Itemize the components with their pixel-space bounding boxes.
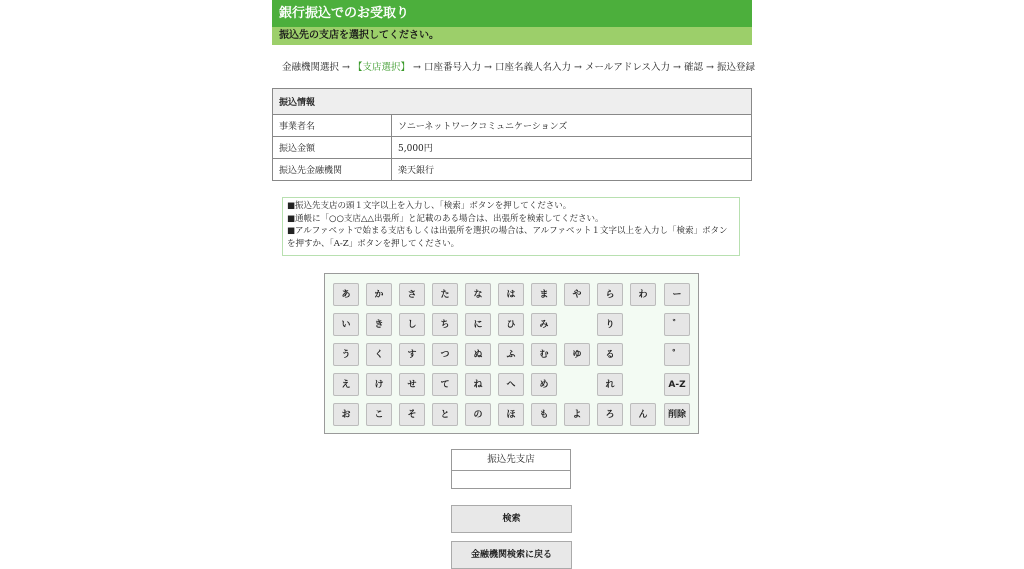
- kana-key[interactable]: も: [531, 403, 557, 426]
- transfer-info-table: [272, 88, 752, 181]
- handakuten-key[interactable]: ゜: [664, 343, 690, 366]
- kana-key[interactable]: る: [597, 343, 623, 366]
- kana-key[interactable]: う: [333, 343, 359, 366]
- kana-key[interactable]: ん: [630, 403, 656, 426]
- kana-key[interactable]: み: [531, 313, 557, 336]
- kana-key[interactable]: に: [465, 313, 491, 336]
- kana-key[interactable]: の: [465, 403, 491, 426]
- kana-key[interactable]: な: [465, 283, 491, 306]
- kana-key[interactable]: か: [366, 283, 392, 306]
- kana-key[interactable]: て: [432, 373, 458, 396]
- kana-key[interactable]: す: [399, 343, 425, 366]
- kana-key[interactable]: へ: [498, 373, 524, 396]
- note-line: ■振込先支店の頭１文字以上を入力し、「検索」ボタンを押してください。: [287, 201, 572, 211]
- kana-key[interactable]: ね: [465, 373, 491, 396]
- kana-key[interactable]: え: [333, 373, 359, 396]
- kana-key[interactable]: き: [366, 313, 392, 336]
- alphabet-key[interactable]: A-Z: [664, 373, 690, 396]
- kana-key[interactable]: さ: [399, 283, 425, 306]
- kana-key[interactable]: ひ: [498, 313, 524, 336]
- page-title: 銀行振込でのお受取り: [272, 0, 752, 27]
- table-row: [273, 137, 752, 159]
- table-row: [273, 115, 752, 137]
- kana-key[interactable]: こ: [366, 403, 392, 426]
- kana-key[interactable]: む: [531, 343, 557, 366]
- kana-keyboard: [324, 273, 699, 434]
- kana-key[interactable]: そ: [399, 403, 425, 426]
- breadcrumb-before: 金融機関選択 →: [282, 62, 353, 73]
- dakuten-key[interactable]: ゛: [664, 313, 690, 336]
- kana-key[interactable]: お: [333, 403, 359, 426]
- row-value: ソニーネットワークコミュニケーションズ: [392, 115, 752, 137]
- kana-key[interactable]: め: [531, 373, 557, 396]
- kana-key[interactable]: ら: [597, 283, 623, 306]
- kana-key[interactable]: ち: [432, 313, 458, 336]
- kana-key[interactable]: く: [366, 343, 392, 366]
- kana-key[interactable]: い: [333, 313, 359, 336]
- kana-key[interactable]: り: [597, 313, 623, 336]
- note-line: ■アルファベットで始まる支店もしくは出張所を選択の場合は、アルファベット１文字以上を入力し「検索」ボタンを押すか、「A-Z」ボタンを押してください。: [287, 226, 728, 249]
- instructions-box: [282, 197, 740, 256]
- page-container: [272, 0, 756, 560]
- row-label: 事業者名: [273, 115, 392, 137]
- long-vowel-key[interactable]: ー: [664, 283, 690, 306]
- kana-key[interactable]: つ: [432, 343, 458, 366]
- note-line: ■通帳に「○○支店△△出張所」と記載のある場合は、出張所を検索してください。: [287, 213, 604, 224]
- row-label: 振込先金融機関: [273, 159, 392, 181]
- kana-key[interactable]: け: [366, 373, 392, 396]
- kana-key[interactable]: ふ: [498, 343, 524, 366]
- step-breadcrumb: [282, 59, 755, 73]
- breadcrumb-after: → 口座番号入力 → 口座名義人名入力 → メールアドレス入力 → 確認 → 振込登録: [410, 62, 756, 73]
- back-to-bank-search-button[interactable]: 金融機関検索に戻る: [451, 541, 572, 569]
- kana-key[interactable]: れ: [597, 373, 623, 396]
- kana-key[interactable]: や: [564, 283, 590, 306]
- table-row: [273, 159, 752, 181]
- kana-key[interactable]: あ: [333, 283, 359, 306]
- branch-input-label: 振込先支店: [452, 450, 570, 471]
- search-button[interactable]: 検索: [451, 505, 572, 533]
- breadcrumb-current-step: 【支店選択】: [353, 62, 411, 73]
- kana-key[interactable]: ぬ: [465, 343, 491, 366]
- row-label: 振込金額: [273, 137, 392, 159]
- kana-key[interactable]: わ: [630, 283, 656, 306]
- kana-key[interactable]: ろ: [597, 403, 623, 426]
- kana-key[interactable]: よ: [564, 403, 590, 426]
- kana-key[interactable]: ま: [531, 283, 557, 306]
- branch-input[interactable]: [452, 471, 570, 490]
- kana-key[interactable]: は: [498, 283, 524, 306]
- row-value: 楽天銀行: [392, 159, 752, 181]
- kana-key[interactable]: し: [399, 313, 425, 336]
- instruction-bar: 振込先の支店を選択してください。: [272, 27, 752, 45]
- kana-key[interactable]: と: [432, 403, 458, 426]
- kana-key[interactable]: せ: [399, 373, 425, 396]
- kana-key[interactable]: た: [432, 283, 458, 306]
- kana-key[interactable]: ほ: [498, 403, 524, 426]
- kana-key[interactable]: ゆ: [564, 343, 590, 366]
- delete-key[interactable]: 削除: [664, 403, 690, 426]
- transfer-info-heading: 振込情報: [273, 89, 752, 115]
- row-value: 5,000円: [392, 137, 752, 159]
- branch-input-box: [451, 449, 571, 489]
